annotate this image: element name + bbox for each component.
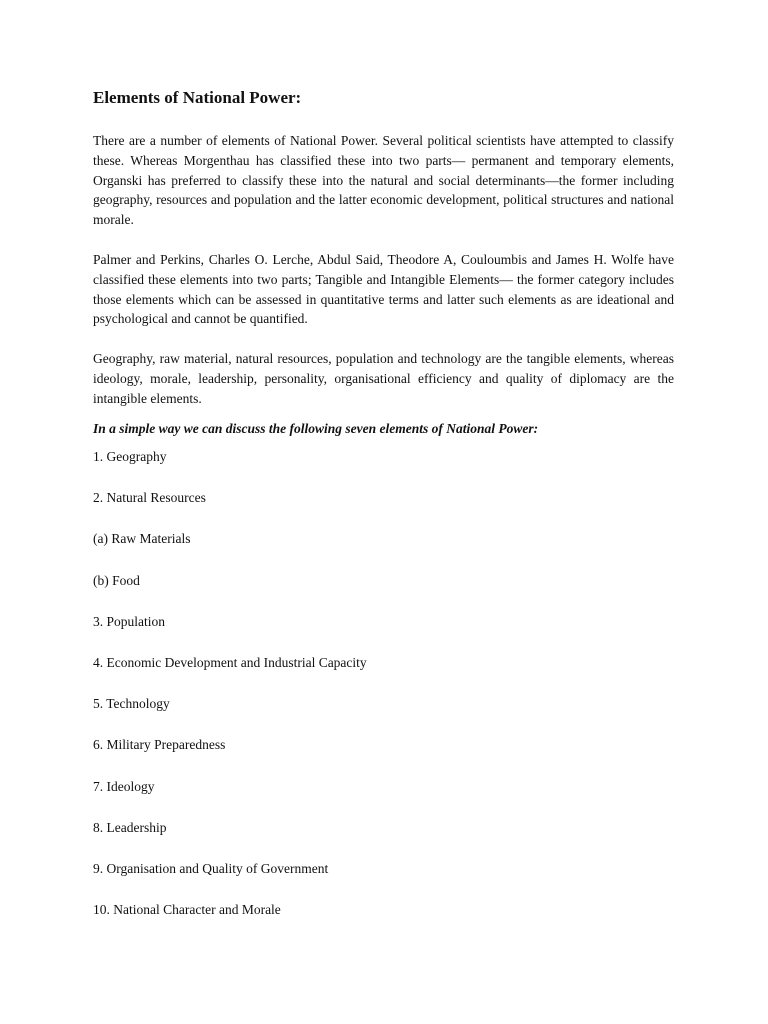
list-item: 8. Leadership	[93, 819, 167, 835]
document-title: Elements of National Power:	[93, 88, 302, 107]
paragraph-examples: Geography, raw material, natural resources, population and technology are the tangible elements, whereas ideology, morale, leadership, personality, organisational efficiency and quality of diplomacy are the intangible elements.	[93, 351, 674, 406]
list-item: (a) Raw Materials	[93, 531, 191, 547]
paragraph-tangible-intangible: Palmer and Perkins, Charles O. Lerche, Abdul Said, Theodore A, Couloumbis and James H. Wolfe have classified these elements into two parts; Tangible and Intangible Elements— the former category includes those elements which can be assessed in quantitative terms and latter such elements as are ideational and psychological and cannot be quantified.	[93, 252, 674, 327]
list-item: 6. Military Preparedness	[93, 737, 226, 753]
list-item: 5. Technology	[93, 696, 170, 712]
list-item: 4. Economic Development and Industrial Capacity	[93, 654, 367, 670]
list-item: 1. Geography	[93, 449, 167, 464]
list-item: 2. Natural Resources	[93, 490, 206, 506]
list-item: 9. Organisation and Quality of Government	[93, 860, 329, 876]
list-intro: In a simple way we can discuss the following seven elements of National Power:	[93, 421, 539, 436]
elements-list	[93, 447, 367, 941]
list-item: (b) Food	[93, 572, 140, 588]
list-item: 7. Ideology	[93, 778, 155, 794]
list-item: 3. Population	[93, 613, 166, 629]
paragraph-classification: There are a number of elements of National Power. Several political scientists have attempted to classify these. Whereas Morgenthau has classified these into two parts— permanent and temporary elements, Organski has preferred to classify these into the natural and social determinants—the former including geography, resources and population and the latter economic development, political structures and national morale.	[93, 133, 674, 228]
list-item: 10. National Character and Morale	[93, 902, 281, 918]
